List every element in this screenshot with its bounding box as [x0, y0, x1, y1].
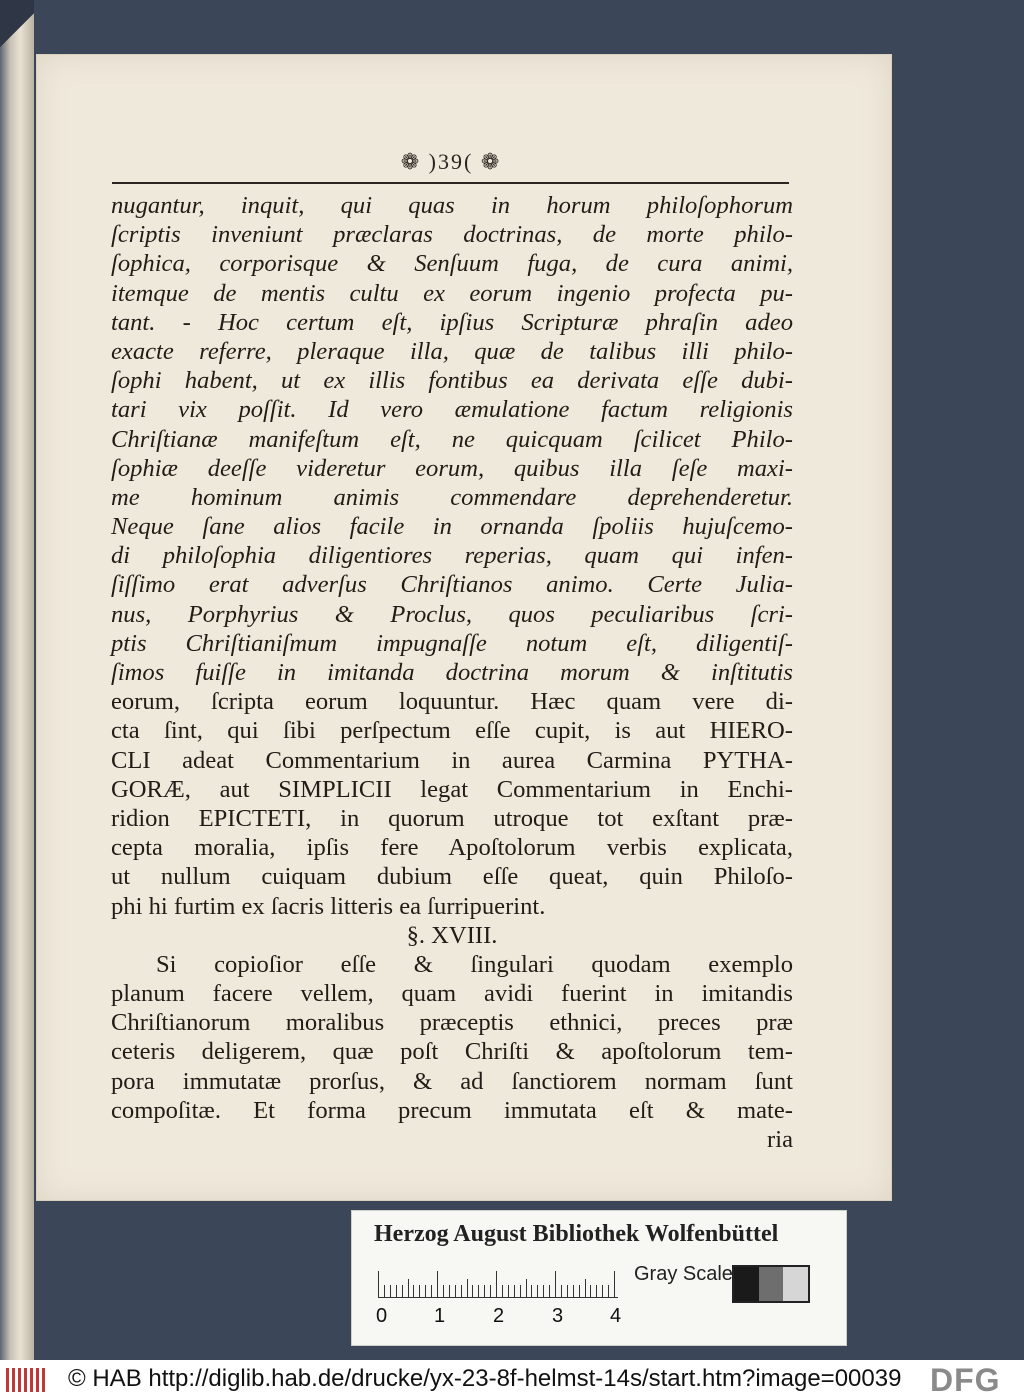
ruler-tick: [526, 1279, 527, 1297]
ruler-tick: [472, 1285, 473, 1297]
ruler-tick: [608, 1285, 609, 1297]
page-body-text: [111, 191, 793, 1154]
ruler-tick: [579, 1285, 580, 1297]
ruler-tick: [496, 1271, 497, 1297]
ruler-tick: [455, 1285, 456, 1297]
text-line: ſophi habent, ut ex illis fontibus ea derivata eſſe dubi-: [111, 367, 793, 395]
ruler-tick: [514, 1285, 515, 1297]
text-line: Chriſtianorum moralibus præceptis ethnici, preces præ: [111, 1009, 793, 1037]
text-line: tant. - Hoc certum eſt, ipſius Scripturæ phraſin adeo: [111, 308, 793, 336]
ruler-tick: [378, 1271, 379, 1297]
library-name: Herzog August Bibliothek Wolfenbüttel: [374, 1221, 779, 1247]
ruler-tick: [537, 1285, 538, 1297]
dfg-logo: DFG: [930, 1362, 1001, 1398]
gray-scale-label: Gray Scale: [634, 1263, 733, 1285]
text-line: CLI adeat Commentarium in aurea Carmina PYTHA-: [111, 746, 793, 774]
ruler-tick: [467, 1279, 468, 1297]
library-color-card: [351, 1210, 847, 1346]
ruler-tick: [614, 1271, 615, 1297]
ruler-tick: [431, 1285, 432, 1297]
text-line: GORÆ, aut SIMPLICII legat Commentarium in Enchi-: [111, 775, 793, 803]
ruler-number: 1: [434, 1305, 446, 1327]
running-head: ❁ )39( ❁: [400, 149, 502, 174]
text-line: ſophica, corporisque & Senſuum fuga, de cura animi,: [111, 250, 793, 278]
ruler-tick: [555, 1271, 556, 1297]
scanned-page: [36, 54, 892, 1201]
ruler-tick: [549, 1285, 550, 1297]
text-line: itemque de mentis cultu ex eorum ingenio profecta pu-: [111, 279, 793, 307]
viewer-footer: [0, 1360, 1024, 1399]
text-line: ſcriptis inveniunt præclaras doctrinas, de morte philo-: [111, 221, 793, 249]
adjacent-page-edge: [0, 0, 34, 1360]
text-line: exacte referre, pleraque illa, quæ de talibus illi philo-: [111, 337, 793, 365]
ruler-tick: [402, 1285, 403, 1297]
text-line: compoſitæ. Et forma precum immutata eſt & mate-: [111, 1096, 793, 1124]
ruler-tick: [573, 1285, 574, 1297]
ruler-tick: [419, 1285, 420, 1297]
text-line: nugantur, inquit, qui quas in horum philoſophorum: [111, 192, 793, 219]
text-line: planum facere vellem, quam avidi fuerint in imitandis: [111, 980, 793, 1008]
page-corner-shadow: [0, 0, 34, 60]
ruler-tick: [596, 1285, 597, 1297]
gray-scale-swatch: [732, 1265, 810, 1303]
copyright-url[interactable]: © HAB http://diglib.hab.de/drucke/yx-23-8f-helmst-14s/start.htm?image=00039: [68, 1365, 902, 1392]
ruler-number: 2: [493, 1305, 505, 1327]
ruler-tick: [520, 1285, 521, 1297]
ruler-tick: [443, 1285, 444, 1297]
text-line: Chriſtianæ manifeſtum eſt, ne quicquam ſcilicet Philo-: [111, 425, 793, 453]
text-line: §. XVIII.: [406, 921, 498, 949]
barcode-icon: [6, 1368, 46, 1392]
text-line: ria: [767, 1126, 793, 1153]
ruler-tick: [590, 1285, 591, 1297]
ruler-tick: [449, 1285, 450, 1297]
text-line: ut nullum cuiquam dubium eſſe queat, quin Philoſo-: [111, 863, 793, 891]
text-line: ſiſſimo erat adverſus Chriſtianos animo. Certe Julia-: [111, 571, 793, 599]
text-line: ptis Chriſtianiſmum impugnaſſe notum eſt, diligentiſ-: [111, 629, 793, 657]
ruler-tick: [543, 1285, 544, 1297]
ruler-number: 0: [376, 1305, 388, 1327]
ruler-tick: [531, 1285, 532, 1297]
text-line: cta ſint, qui ſibi perſpectum eſſe cupit, is aut HIERO-: [111, 717, 793, 745]
text-line: eorum, ſcripta eorum loquuntur. Hæc quam vere di-: [111, 688, 793, 716]
text-line: ridion EPICTETI, in quorum utroque tot exſtant præ-: [111, 804, 793, 832]
ruler-tick: [408, 1279, 409, 1297]
text-line: nus, Porphyrius & Proclus, quos peculiaribus ſcri-: [111, 600, 793, 628]
ruler-tick: [437, 1271, 438, 1297]
ruler-tick: [390, 1285, 391, 1297]
text-line: pora immutatæ prorſus, & ad ſanctiorem normam ſunt: [111, 1067, 793, 1095]
text-line: Si copioſior eſſe & ſingulari quodam exemplo: [156, 950, 793, 978]
swatch-patch: [783, 1267, 808, 1301]
text-line: me hominum animis commendare deprehenderetur.: [111, 483, 793, 511]
ruler-tick: [502, 1285, 503, 1297]
ruler-tick: [585, 1279, 586, 1297]
ruler-tick: [484, 1285, 485, 1297]
text-line: ſimos fuiſſe in imitanda doctrina morum & inſtitutis: [111, 659, 793, 686]
text-line: phi hi furtim ex ſacris litteris ea ſurripuerint.: [111, 892, 546, 920]
text-line: ceteris deligerem, quæ poſt Chriſti & apoſtolorum tem-: [111, 1038, 793, 1066]
ruler-number: 3: [552, 1305, 564, 1327]
ruler-tick: [461, 1285, 462, 1297]
ruler-tick: [602, 1285, 603, 1297]
text-line: Neque ſane alios facile in ornanda ſpoliis hujuſcemo-: [111, 513, 793, 541]
ruler-number: 4: [610, 1305, 622, 1327]
ruler-tick: [478, 1285, 479, 1297]
text-line: di philoſophia diligentiores reperias, quam qui infen-: [111, 542, 793, 570]
ruler-tick: [567, 1285, 568, 1297]
text-line: ſophiæ deeſſe videretur eorum, quibus illa ſeſe maxi-: [111, 454, 793, 482]
ruler-tick: [490, 1285, 491, 1297]
header-rule: [112, 182, 789, 184]
text-line: tari vix poſſit. Id vero æmulatione factum religionis: [111, 396, 793, 424]
swatch-patch: [734, 1267, 759, 1301]
ruler-tick: [384, 1285, 385, 1297]
ruler-tick: [425, 1285, 426, 1297]
ruler-tick: [396, 1285, 397, 1297]
ruler-tick: [508, 1285, 509, 1297]
ruler-tick: [413, 1285, 414, 1297]
swatch-patch: [759, 1267, 784, 1301]
text-line: cepta moralia, ipſis fere Apoſtolorum verbis explicata,: [111, 834, 793, 862]
ruler-tick: [561, 1285, 562, 1297]
scale-ruler: [378, 1271, 618, 1298]
